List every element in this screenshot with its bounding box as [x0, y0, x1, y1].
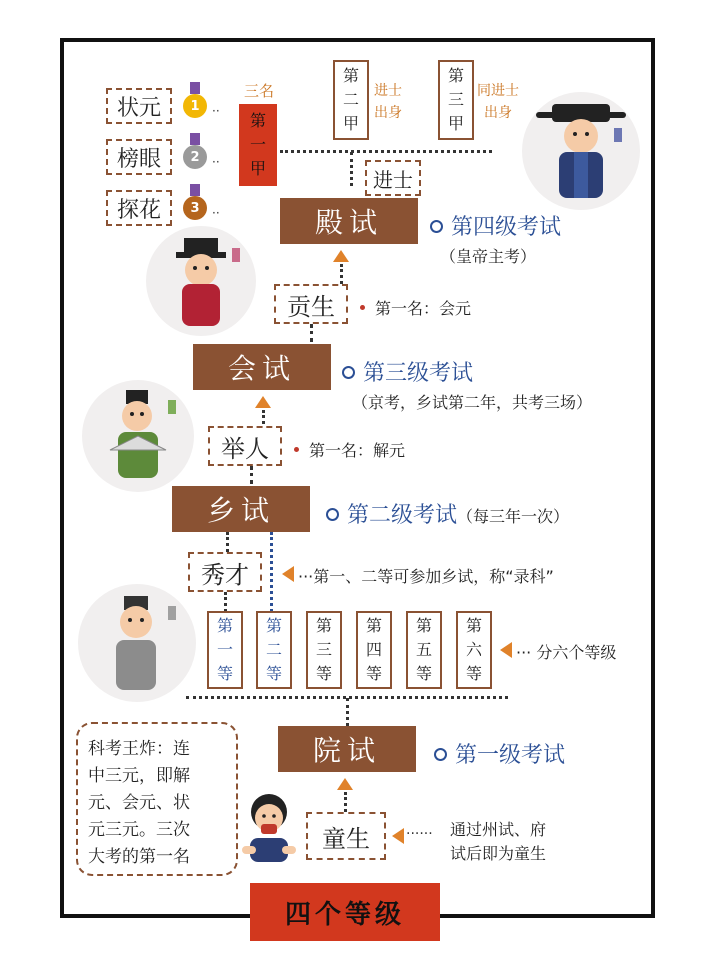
side-note-line: 元三元。三次 — [88, 820, 190, 840]
medal-ribbon-3 — [190, 184, 200, 196]
metropolitan-exam-box: 会试 — [193, 344, 331, 390]
three-names-label: 三名 — [244, 82, 275, 100]
ring-bullet-icon — [434, 748, 447, 761]
xiucai-note: ···第一、二等可参加乡试，称“录科” — [298, 567, 554, 586]
third-jia-box: 第 三 甲 — [438, 60, 474, 140]
provincial-level-note: 第二级考试（每三年一次） — [326, 498, 569, 529]
second-jia-box: 第 二 甲 — [333, 60, 369, 140]
scholar-fan-avatar — [82, 380, 194, 492]
jia-connector-line — [280, 150, 492, 153]
grade-2-box: 第 二 等 — [256, 611, 292, 689]
juren-note: 第一名：解元 — [294, 438, 405, 461]
red-bullet-icon — [294, 447, 299, 452]
tongsheng-note: 通过州试、府 试后即为童生 — [450, 820, 547, 863]
rank-zhuangyuan: 状元 — [106, 88, 172, 124]
side-note-box — [76, 722, 238, 876]
arrow-to-xiucai — [282, 566, 294, 582]
connector-juren-metro — [262, 410, 265, 424]
second-jia-note: 进士 出身 — [374, 83, 402, 121]
connector-gongsheng-palace — [340, 264, 343, 284]
county-level-note: 第一级考试 — [434, 738, 565, 769]
ring-bullet-icon — [430, 220, 443, 233]
palace-sub-note: （皇帝主考） — [440, 247, 537, 266]
silver-medal-icon: 2 — [183, 145, 207, 169]
arrow-to-county — [337, 778, 353, 790]
jinshi-connector — [350, 152, 353, 186]
grade-3-box: 第 三 等 — [306, 611, 342, 689]
grade-6-box: 第 六 等 — [456, 611, 492, 689]
arrow-to-grades — [500, 642, 512, 658]
tongsheng-avatar — [236, 786, 302, 866]
ring-bullet-icon — [326, 508, 339, 521]
side-note-line: 元、会元、状 — [88, 793, 190, 813]
first-jia-box: 第 一 甲 — [239, 104, 277, 186]
arrow-to-metropolitan — [255, 396, 271, 408]
rank-bangyan: 榜眼 — [106, 139, 172, 175]
third-jia-note: 同进士 出身 — [477, 83, 519, 121]
metropolitan-level-note: 第三级考试 — [342, 356, 473, 387]
four-levels-banner: 四个等级 — [250, 883, 440, 941]
gongsheng-note: 第一名：会元 — [360, 296, 471, 319]
gongsheng-box: 贡生 — [274, 284, 348, 324]
connector-tongsheng-county — [344, 792, 347, 812]
connector-grade2-provincial — [270, 532, 273, 612]
bronze-medal-icon: 3 — [183, 196, 207, 220]
official-avatar — [522, 92, 640, 210]
grade-5-box: 第 五 等 — [406, 611, 442, 689]
xiucai-avatar — [78, 584, 196, 702]
gold-medal-icon: 1 — [183, 94, 207, 118]
tongsheng-dots: ······ — [406, 826, 433, 842]
county-exam-box: 院试 — [278, 726, 416, 772]
provincial-exam-box: 乡试 — [172, 486, 310, 532]
tongsheng-box: 童生 — [306, 812, 386, 860]
rank-dots-3: ·· — [212, 206, 220, 220]
arrow-to-tongsheng — [392, 828, 404, 844]
connector-grade1-xiucai — [224, 592, 227, 612]
arrow-to-palace — [333, 250, 349, 262]
grade-1-box: 第 一 等 — [207, 611, 243, 689]
grade-4-box: 第 四 等 — [356, 611, 392, 689]
palace-level-note: 第四级考试 — [430, 210, 561, 241]
connector-xiucai-provincial — [226, 532, 229, 552]
ring-bullet-icon — [342, 366, 355, 379]
side-note-line: 中三元，即解 — [88, 766, 190, 786]
juren-box: 举人 — [208, 426, 282, 466]
side-note-line: 科考王炸：连 — [88, 739, 190, 759]
metropolitan-sub-note: （京考，乡试第二年，共考三场） — [352, 393, 593, 412]
grades-note: ··· 分六个等级 — [516, 643, 617, 662]
connector-metro-gongsheng — [310, 324, 313, 342]
medal-ribbon-1 — [190, 82, 200, 94]
connector-provincial-juren — [250, 466, 253, 484]
red-bullet-icon — [360, 305, 365, 310]
jinshi-box: 进士 — [365, 160, 421, 196]
rank-tanhua: 探花 — [106, 190, 172, 226]
medal-ribbon-2 — [190, 133, 200, 145]
side-note-line: 大考的第一名 — [88, 847, 190, 867]
xiucai-box: 秀才 — [188, 552, 262, 592]
connector-county-grades — [346, 698, 349, 726]
rank-dots-2: ·· — [212, 155, 220, 169]
emperor-avatar — [146, 226, 256, 336]
palace-exam-box: 殿试 — [280, 198, 418, 244]
rank-dots-1: ·· — [212, 104, 220, 118]
